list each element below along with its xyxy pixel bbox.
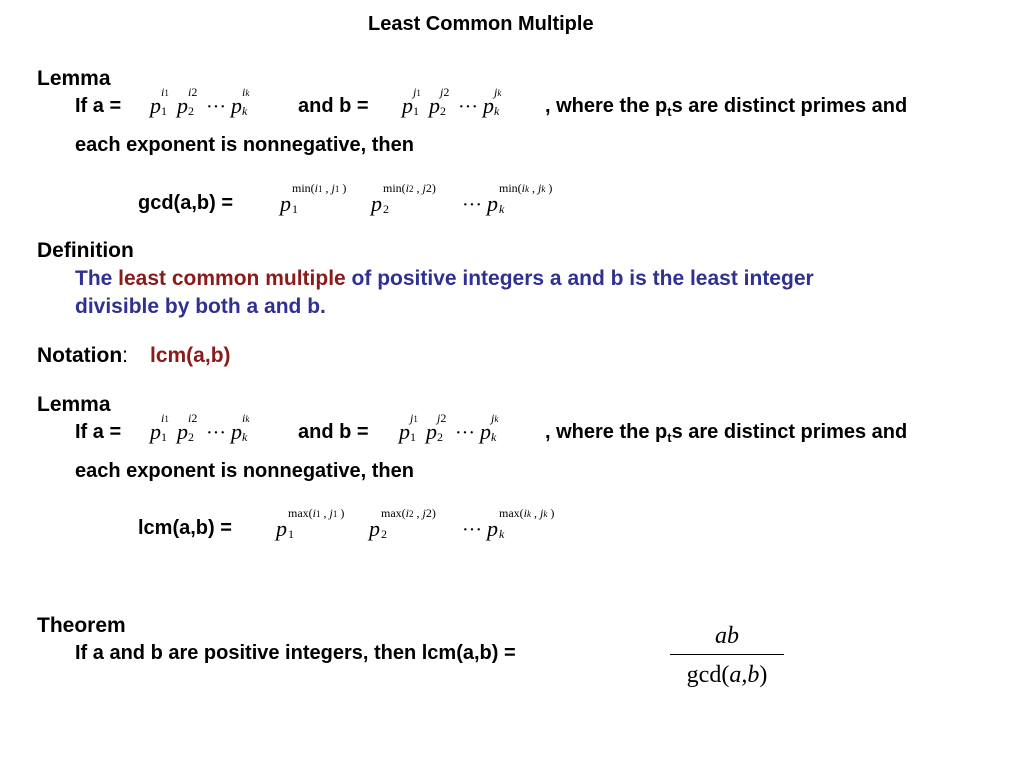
definition-heading: Definition	[37, 239, 134, 262]
notation-label: Notation	[37, 344, 123, 367]
lemma2-heading: Lemma	[37, 393, 111, 416]
theorem-fraction	[670, 624, 784, 687]
lemma2-lcm-formula: p max(i1 , j1 ) 1 p max(i2 , j2) 2 ··· p max(ik , jk ) k	[276, 506, 555, 541]
lemma1-b-factorization: p j1 1 p j2 2 ··· p jk k	[402, 85, 502, 118]
lemma2-b-factorization: p j1 1 p j2 2 ··· p jk k	[399, 411, 499, 444]
lemma2-and-b-label: and b =	[298, 421, 369, 443]
lemma1-result-label: gcd(a,b) =	[138, 192, 234, 214]
definition-term: least common multiple	[118, 267, 346, 290]
lemma1-where-clause: , where the $p_ts$ are distinct primes and	[545, 95, 908, 119]
lemma1-if-a-label: If a =	[75, 95, 122, 117]
lemma1-a-factorization: p i1 1 p i2 2 ··· p ik k	[150, 85, 250, 118]
lemma1-heading: Lemma	[37, 67, 111, 90]
lemma2-a-factorization: p i1 1 p i2 2 ··· p ik k	[150, 411, 250, 444]
definition-line1: The least common multiple of positive integers a and b is the least integer	[75, 267, 814, 290]
page-title: Least Common Multiple	[368, 13, 594, 35]
fraction-numerator: ab	[715, 623, 739, 649]
lemma2-result-label: lcm(a,b) =	[138, 517, 232, 539]
lemma2-if-a-label: If a =	[75, 421, 122, 443]
lemma1-gcd-formula: p min(i1 , j1 ) 1 p min(i2 , j2) 2 ··· p min(ik , jk ) k	[280, 181, 553, 216]
lemma2-line2: each exponent is nonnegative, then	[75, 460, 414, 482]
lemma1-and-b-label: and b =	[298, 95, 369, 117]
definition-line2: divisible by both a and b.	[75, 295, 326, 318]
lemma1-line2: each exponent is nonnegative, then	[75, 134, 414, 156]
lemma2-where-clause: , where the $p_ts$ are distinct primes and	[545, 421, 908, 445]
notation-line: Notation: lcm(a,b)	[37, 344, 231, 367]
theorem-heading: Theorem	[37, 614, 126, 637]
fraction-denominator: gcd(a,b)	[686, 662, 768, 688]
notation-value: lcm(a,b)	[150, 344, 231, 367]
theorem-text: If a and b are positive integers, then lcm(a,b) =	[75, 642, 516, 664]
